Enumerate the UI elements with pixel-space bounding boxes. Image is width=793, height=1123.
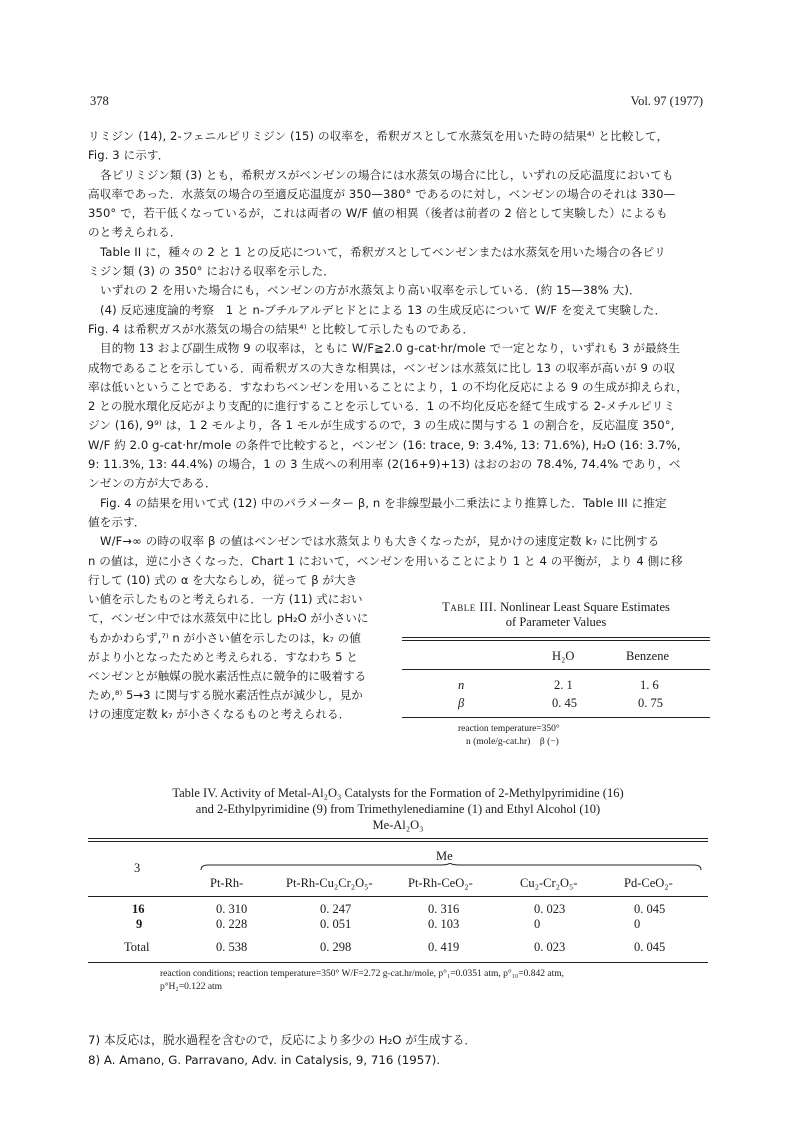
column-header: Pd-CeO₂- [624,876,673,890]
table-3-title: Nonlinear Least Square Estimates [500,600,670,614]
table-rule [402,637,710,638]
table-cell: 0. 103 [428,917,460,931]
table-rule [88,896,708,897]
table-cell: 0. 538 [216,940,248,954]
footnote: 7) 本反応は，脱水過程を含むので，反応により多少の H₂O が生成する． [88,1033,477,1047]
text-line: もかかわらず,⁷⁾ n が小さい値を示したのは，k₇ の値 [88,630,361,645]
table-cell: 0. 75 [638,696,663,710]
column-header: Pt-Rh-CeO₂- [408,876,473,890]
column-header-benzene: Benzene [626,649,670,663]
text-line: W/F 約 2.0 g-cat·hr/mole の条件で比較すると，ベンゼン (16: trace, 9: 3.4%, 13: 71.6%), H₂O (16: 3.7%, [88,437,681,452]
text-line: 率は低いということである．すなわちベンゼンを用いることにより，1 の不均化反応による 9 の生成が抑えられ， [88,379,689,394]
table-rule [88,841,708,842]
table-cell: 0. 228 [216,917,248,931]
footnote: 8) A. Amano, G. Parravano, Adv. in Catalysis, 9, 716 (1957). [88,1053,441,1067]
text-line: 2 との脱水環化反応がより支配的に進行することを示している．1 の不均化反応を経て生成する 2-メチルピリミ [88,399,676,414]
table-4-caption: and 2-Ethylpyrimidine (9) from Trimethylenediamine (1) and Ethyl Alcohol (10) [195,802,601,816]
text-line: けの速度定数 k₇ が小さくなるものと考えられる． [88,707,351,722]
text-line: い値を示したものと考えられる．一方 (11) 式におい [88,592,363,607]
text-line: ベンゼンとが触媒の脱水素活性点に競争的に吸着する [88,669,367,684]
table-cell: 2. 1 [554,678,573,692]
row-label: 9 [136,917,143,931]
column-text [88,571,390,725]
text-line: 9: 11.3%, 13: 44.4%) の場合，1 の 3 生成への利用率 (2(16+9)+13) はおのおの 78.4%, 74.4% であり，ベ [88,457,681,472]
table-cell: 0. 310 [216,902,248,916]
main-text [88,127,710,571]
group-header: Me [436,849,453,863]
param-label: β [458,696,465,710]
text-line: 成物であることを示している．両希釈ガスの大きな相異は，ベンゼンは水蒸気に比し 13 の収率が高いが 9 の収 [88,360,676,375]
table-3-title-line2: of Parameter Values [505,615,607,629]
page-number: 378 [90,94,109,108]
text-line: W/F→∞ の時の収率 β の値はベンゼンでは水蒸気よりも大きくなったが，見かけの速度定数 k₇ に比例する [100,534,660,549]
text-line: いずれの 2 を用いた場合にも，ベンゼンの方が水蒸気より高い収率を示している．(約 15—38% 大)． [100,283,641,298]
column-header: Cu₂-Cr₂O₅- [520,876,578,890]
table-cell: 0. 023 [534,902,566,916]
text-line: ミジン類 (3) の 350° における収率を示した． [88,264,336,279]
table-rule [88,962,708,963]
text-line: Table II に，種々の 2 と 1 との反応について，希釈ガスとしてベンゼンまたは水蒸気を用いた場合の各ピリ [100,244,666,259]
table-note: reaction temperature=350° [458,724,560,734]
column-header: Pt-Rh-Cu₂Cr₂O₅- [286,876,373,890]
table-cell: 0. 023 [534,940,566,954]
text-line: Fig. 4 の結果を用いて式 (12) 中のパラメーター β, n を非線型最小二乗法により推算した．Table III に推定 [100,495,667,510]
table-cell: 0. 051 [320,917,352,931]
table-note: n (mole/g-cat.hr) β (−) [466,737,559,747]
table-cell: 0. 045 [634,902,666,916]
table-cell: 0. 316 [428,902,460,916]
table-rule [88,838,708,839]
text-line: ジン (16), 9⁹⁾ は，1 2 モルより，各 1 モルが生成するので，3 の生成に関与する 1 の割合を，反応温度 350°, [88,418,675,433]
table-cell: 0. 045 [634,940,666,954]
table-4-caption: Table IV. Activity of Metal-Al₂O₃ Catalysts for the Formation of 2-Methylpyrimidine (16) [172,786,624,800]
table-4 [88,785,708,1020]
column-header: Pt-Rh- [210,876,244,890]
text-line: 目的物 13 および副生成物 9 の収率は，ともに W/F≧2.0 g-cat·hr/mole で一定となり，いずれも 3 が最終生 [100,341,681,356]
text-line: 行して (10) 式の α を大ならしめ，従って β が大き [88,573,358,587]
text-line: のと考えられる． [88,225,182,240]
table-cell: 0 [634,917,641,931]
table-cell: 0 [534,917,541,931]
text-line: がより小となったためと考えられる．すなわち 5 と [88,649,358,664]
table-rule [402,669,710,670]
footnotes [88,1030,476,1070]
text-line: n の値は，逆に小さくなった．Chart 1 において，ベンゼンを用いることにより 1 と 4 の平衡が，より 4 側に移 [88,553,683,568]
text-line: 各ピリミジン類 (3) とも，希釈ガスがベンゼンの場合には水蒸気の場合に比し，いずれの反応温度においても [100,167,674,182]
journal-volume: Vol. 97 (1977) [630,94,703,108]
text-line: 高収率であった．水蒸気の場合の至適反応温度が 350—380° であるのに対し，ベンゼンの場合のそれは 330— [88,186,676,201]
row-header: 3 [134,861,141,875]
table-cell: 0. 298 [320,940,352,954]
table-3-label: Table III. [442,600,497,614]
row-label: Total [124,940,150,954]
table-cell: 0. 419 [428,940,460,954]
text-line: 値を示す． [88,514,146,529]
table-rule [402,717,710,718]
param-label: n [458,678,465,692]
text-line: て，ベンゼン中では水蒸気中に比し pH₂O が小さいに [88,611,369,626]
table-cell: 0. 45 [552,696,577,710]
table-3 [402,600,710,760]
table-4-caption: Me-Al₂O₃ [372,818,424,832]
text-line: Fig. 3 に示す． [88,148,170,163]
table-note: p°H₂=0.122 atm [160,982,223,992]
table-3-caption [402,600,710,615]
table-note: reaction conditions; reaction temperature=350° W/F=2.72 g-cat.hr/mole, p°₁=0.0351 atm, p°₁₀=0.842 atm, [160,969,565,979]
text-line: 350° で，若干低くなっているが，これは両者の W/F 値の相異（後者は前者の 2 倍として実験した）によるも [88,206,668,221]
text-line: ンゼンの方が大である． [88,476,217,491]
column-header-h2o: H₂O [552,649,575,663]
text-line: Fig. 4 は希釈ガスが水蒸気の場合の結果⁴⁾ と比較して示したものである． [88,321,475,336]
table-rule [402,640,710,641]
text-line: リミジン (14), 2-フェニルピリミジン (15) の収率を，希釈ガスとして水蒸気を用いた時の結果⁴⁾ と比較して， [88,129,669,143]
group-brace [200,863,702,871]
table-cell: 1. 6 [640,678,659,692]
text-line: ため,⁸⁾ 5→3 に関与する脱水素活性点が減少し，見か [88,688,363,703]
section-heading-line: (4) 反応速度論的考察 1 と n-ブチルアルデヒドとによる 13 の生成反応について W/F を変えて実験した． [100,302,667,317]
table-cell: 0. 247 [320,902,352,916]
row-label: 16 [132,902,145,916]
